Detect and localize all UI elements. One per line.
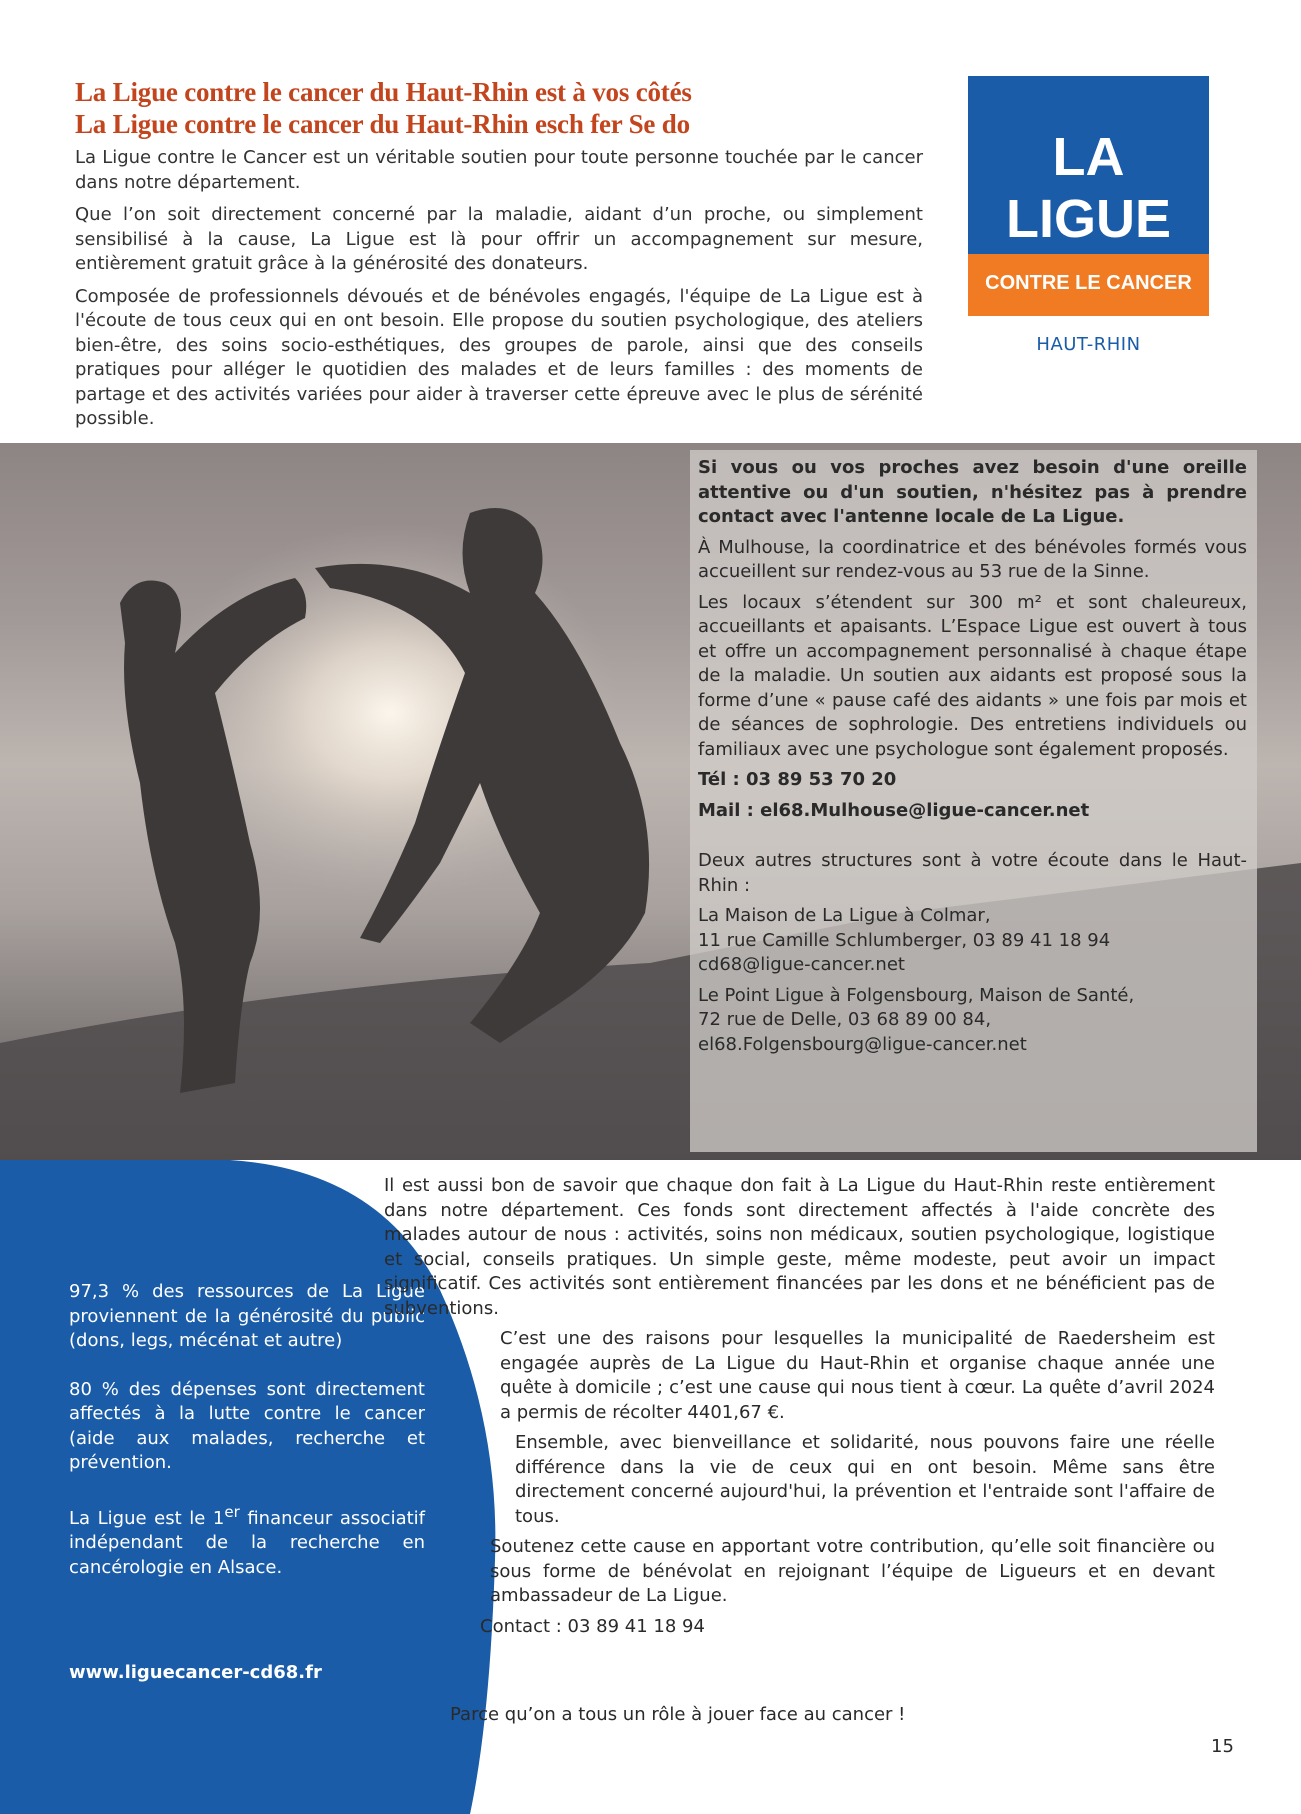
intro-paragraph: Composée de professionnels dévoués et de bénévoles engagés, l'équipe de La Ligue est à l'écoute de tous ceux qui en ont besoin. Elle propose du soutien psychologique, des ateliers bien-être, des soins socio-esthétiques, des groupes de parole, ainsi que des conseils pratiques pour alléger le quotidien des malades et de leurs familles : des moments de partage et des activités variées pour aider à traverser cette épreuve avec le plus de sérénité possible. (75, 285, 923, 429)
la-ligue-logo (968, 76, 1209, 316)
page-title-alsatian: La Ligue contre le cancer du Haut-Rhin esch fer Se do (75, 109, 690, 139)
info-phone: Tél : 03 89 53 70 20 (698, 769, 897, 790)
municipality-paragraph: C’est une des raisons pour lesquelles la municipalité de Raedersheim est engagée auprès de La Ligue du Haut-Rhin et organise chaque année une quête à domicile ; c’est une cause qui nous tient à cœur. La quête d’avril 2024 a permis de récolter 4401,67 €. (500, 1328, 1215, 1423)
info-lead: Si vous ou vos proches avez besoin d'une oreille attentive ou d'un soutien, n'hésitez pas à prendre contact avec l'antenne locale de La Ligue. (698, 457, 1247, 527)
solidarity-paragraph: Ensemble, avec bienveillance et solidarité, nous pouvons faire une réelle différence dans la vie de ceux qui en ont besoin. Même sans être directement concerné aujourd'hui, la prévention et l'entraide sont l'affaire de tous. (515, 1432, 1215, 1527)
colmar-line: cd68@ligue-cancer.net (698, 954, 905, 975)
donation-paragraph: Il est aussi bon de savoir que chaque don fait à La Ligue du Haut-Rhin reste entièrement dans notre département. Ces fonds sont directement affectés à l'aide concrète des malades autour de nous : activités, soins non médicaux, soutien psychologique, logistique et social, conseils pratiques. Un simple geste, même modeste, peut avoir un impact significatif. Ces activités sont entièrement financées par les dons et ne bénéficient pas de subventions. (384, 1175, 1215, 1319)
page-number: 15 (1211, 1736, 1234, 1757)
donation-text (360, 1174, 1215, 1639)
stat-expenses: 80 % des dépenses sont directement affectés à la lutte contre le cancer (aide aux malades, recherche et prévention. (69, 1378, 425, 1473)
logo-wordmark: LA LIGUE (1005, 127, 1171, 249)
colmar-line: 11 rue Camille Schlumberger, 03 89 41 18 94 (698, 929, 1111, 951)
info-mulhouse: À Mulhouse, la coordinatrice et des bénévoles formés vous accueillent sur rendez-vous au 53 rue de la Sinne. (698, 536, 1247, 582)
info-email: Mail : el68.Mulhouse@ligue-cancer.net (698, 799, 1090, 821)
intro-text (75, 146, 923, 440)
info-premises: Les locaux s’étendent sur 300 m² et sont chaleureux, accueillants et apaisants. L’Espace Ligue est ouvert à tous et offre un accompagnement personnalisé à chaque étape de la maladie. Un soutien aux aidants est proposé sous la forme d’une « pause café des aidants » une fois par mois et de séances de sophrologie. Des entretiens individuels ou familiaux avec une psychologue sont également proposés. (698, 591, 1247, 760)
intro-paragraph: Que l’on soit directement concerné par la maladie, aidant d’un proche, ou simplement sensibilisé à la cause, La Ligue est là pour offrir un accompagnement sur mesure, entièrement gratuit grâce à la générosité des donateurs. (75, 204, 923, 274)
intro-paragraph: La Ligue contre le Cancer est un véritable soutien pour toute personne touchée par le cancer dans notre département. (75, 147, 923, 193)
stat-research-text: La Ligue est le 1 (69, 1507, 225, 1529)
stat-resources: 97,3 % des ressources de La Ligue proviennent de la générosité du public (dons, legs, mécénat et autre) (69, 1281, 425, 1351)
local-antenna-info-box (690, 450, 1257, 1152)
superscript-er: er (224, 1502, 240, 1521)
page-title-fr: La Ligue contre le cancer du Haut-Rhin est à vos côtés (75, 77, 692, 107)
contact-line: Contact : 03 89 41 18 94 (480, 1615, 705, 1637)
closing-line: Parce qu’on a tous un rôle à jouer face au cancer ! (450, 1704, 906, 1725)
title-block (75, 76, 935, 140)
website-link[interactable]: www.liguecancer-cd68.fr (69, 1662, 322, 1683)
folgensbourg-line: el68.Folgensbourg@ligue-cancer.net (698, 1033, 1027, 1055)
folgensbourg-line: Le Point Ligue à Folgensbourg, Maison de Santé, (698, 984, 1135, 1006)
colmar-line: La Maison de La Ligue à Colmar, (698, 905, 991, 926)
info-others-intro: Deux autres structures sont à votre écoute dans le Haut-Rhin : (698, 850, 1247, 896)
support-paragraph: Soutenez cette cause en apportant votre contribution, qu’elle soit financière ou sous forme de bénévolat en rejoignant l’équipe de Ligueurs et en devant ambassadeur de La Ligue. (490, 1536, 1215, 1606)
logo-caption: HAUT-RHIN (1036, 334, 1141, 355)
stat-research-text: financeur associatif indépendant de la recherche en cancérologie en Alsace. (69, 1507, 426, 1578)
folgensbourg-line: 72 rue de Delle, 03 68 89 00 84, (698, 1009, 992, 1030)
logo-subtitle: CONTRE LE CANCER (985, 272, 1192, 294)
